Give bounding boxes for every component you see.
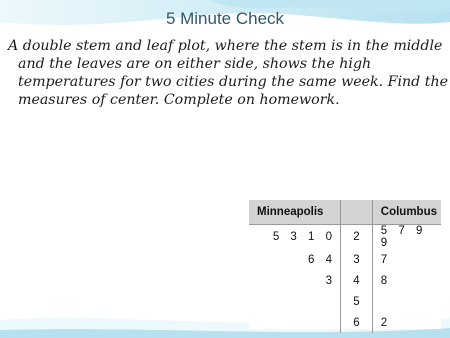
stem-leaf-grid [249, 200, 441, 333]
stem-value: 6 [341, 312, 373, 333]
header-stem [341, 200, 373, 225]
minneapolis-leaves: 3 [325, 274, 337, 287]
table-row [249, 291, 441, 312]
table-row [249, 225, 441, 250]
minneapolis-leaves: 5 3 1 0 [272, 231, 337, 243]
table-row [249, 312, 441, 333]
table-row [249, 270, 441, 291]
stem-and-leaf-table [249, 200, 441, 329]
header-minneapolis: Minneapolis [249, 200, 341, 225]
columbus-leaves: 5 7 9 9 [380, 225, 427, 249]
stem-value: 2 [341, 225, 373, 250]
minneapolis-leaves [249, 291, 341, 312]
minneapolis-leaves [249, 312, 341, 333]
slide-title: 5 Minute Check [165, 9, 285, 28]
columbus-leaves [372, 291, 441, 312]
columbus-leaves: 7 [380, 253, 392, 266]
table-row [249, 249, 441, 270]
stem-value: 5 [341, 291, 373, 312]
stem-value: 3 [341, 249, 373, 270]
stem-value: 4 [341, 270, 373, 291]
header-columbus: Columbus [372, 200, 441, 225]
minneapolis-leaves: 6 4 [308, 253, 337, 266]
table-header-row [249, 200, 441, 225]
slide-body-text: A double stem and leaf plot, where the stem is in the middle and the leaves are on either side, shows the high temperatures for two cities during the same week. Find the measures of center. Complete on homework. [8, 38, 448, 108]
columbus-leaves: 2 [380, 316, 392, 329]
columbus-leaves: 8 [380, 274, 392, 287]
